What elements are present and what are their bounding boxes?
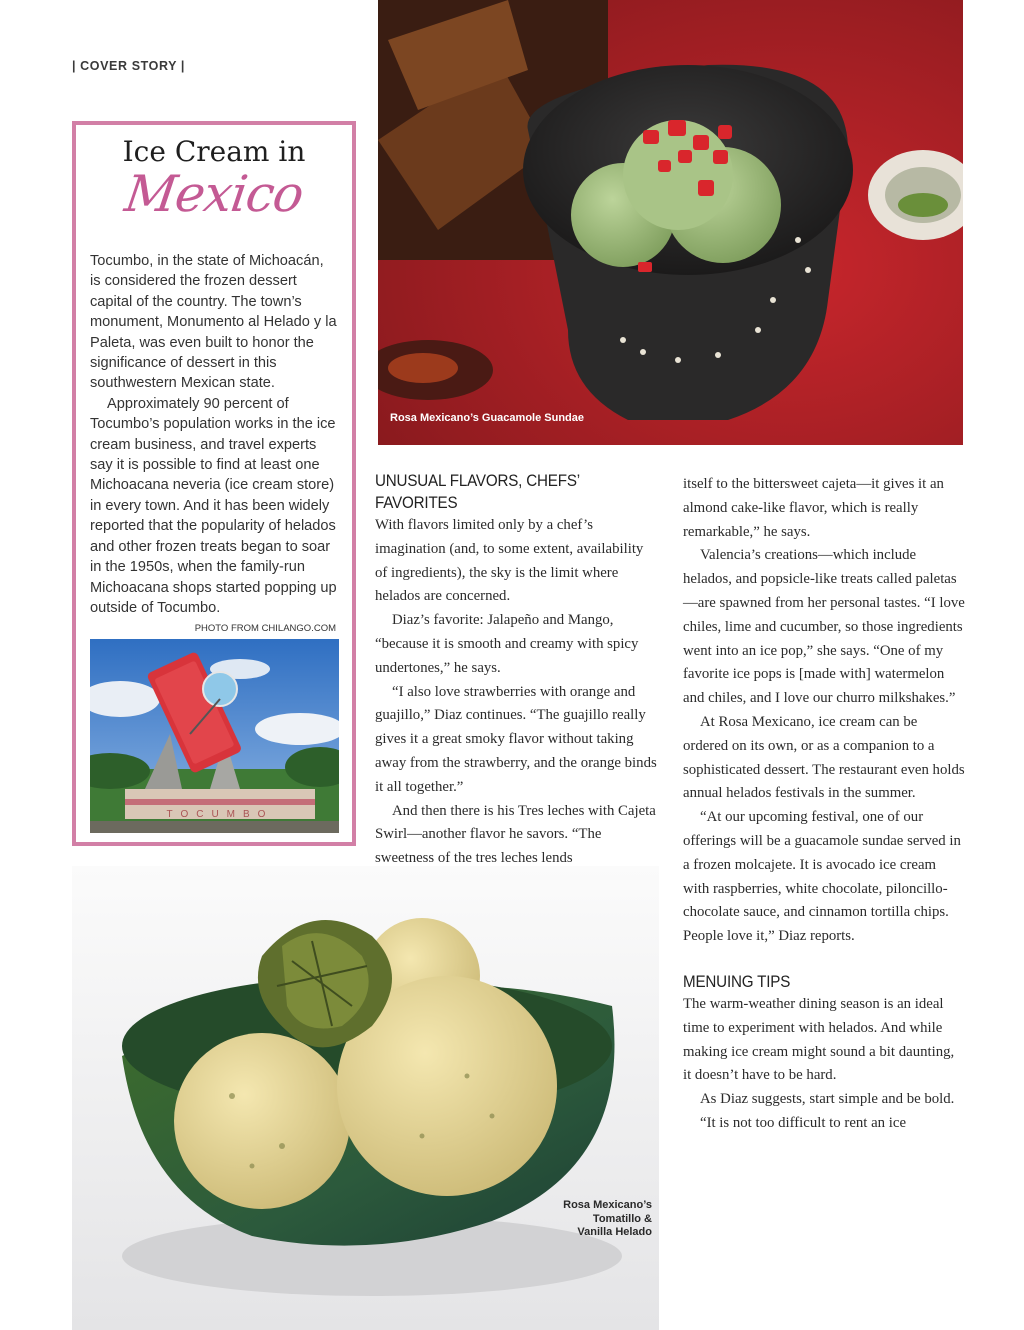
body-paragraph: itself to the bittersweet cajeta—it gives it an almond cake-like flavor, which is really remarkable,” he says. xyxy=(683,476,944,540)
sidebar-box xyxy=(72,121,356,846)
sidebar-body xyxy=(90,251,338,618)
body-paragraph: As Diaz suggests, start simple and be bold. xyxy=(700,1091,955,1108)
body-paragraph: At Rosa Mexicano, ice cream can be ordered on its own, or as a companion to a sophisticated dessert. The restaurant even holds annual helados festivals in the summer. xyxy=(683,713,965,802)
hero-caption: Rosa Mexicano’s Guacamole Sundae xyxy=(390,412,584,424)
sidebar-paragraph: Approximately 90 percent of Tocumbo’s population works in the ice cream business, and travel experts say it is possible to find at least one Michoacana neveria (ice cream store) in every town. And it has been widely reported that the popularity of helados and other frozen treats began to soar in the 1950s, when the family-run Michoacana shops started popping up outside of Tocumbo. xyxy=(90,395,337,616)
body-paragraph: “It is not too difficult to rent an ice xyxy=(700,1114,907,1131)
section-tag: | COVER STORY | xyxy=(72,59,186,73)
monument-illustration xyxy=(90,639,339,833)
hero-photo xyxy=(378,0,963,445)
body-paragraph: “I also love strawberries with orange and guajillo,” Diaz continues. “The guajillo really gives it a great smoky flavor without taking away from the strawberry, and the orange binds it all together.” xyxy=(375,683,657,795)
body-paragraph: And then there is his Tres leches with Cajeta Swirl—another flavor he savors. “The sweetness of the tres leches lends xyxy=(375,802,656,867)
body-paragraph: Valencia’s creations—which include helados, and popsicle-like treats called paletas—are spawned from her personal tastes. “I love chiles, lime and cucumber, so those ingredients went into an ice pop,” she says. “One of my favorite ice pops is [made with] watermelon and chiles, and I love our churro milkshakes.” xyxy=(683,547,965,707)
bowl-caption-line: Tomatillo & xyxy=(592,1212,652,1225)
article-column-2 xyxy=(683,473,965,1136)
sidebar-script-title: Mexico xyxy=(121,165,307,223)
bowl-caption xyxy=(563,1199,652,1240)
body-paragraph: With flavors limited only by a chef’s imagination (and, to some extent, availability of ingredients), the sky is the limit where helados are concerned. xyxy=(375,517,644,605)
helado-bowl-illustration xyxy=(72,866,659,1330)
article-column-1 xyxy=(375,470,657,871)
section-heading: MENUING TIPS xyxy=(683,972,791,991)
helado-bowl-photo xyxy=(72,866,659,1330)
section-heading: UNUSUAL FLAVORS, CHEFS’ FAVORITES xyxy=(375,472,580,512)
sidebar-title: Ice Cream in xyxy=(122,135,306,168)
guacamole-sundae-illustration xyxy=(378,0,963,445)
sidebar-paragraph: Tocumbo, in the state of Michoacán, is considered the frozen dessert capital of the country. The town’s monument, Monumento al Helado y la Paleta, was even built to honor the significance of dessert in this southwestern Mexican state. xyxy=(90,253,337,392)
monument-sign: TOCUMBO xyxy=(166,809,274,820)
bowl-caption-line: Vanilla Helado xyxy=(577,1226,652,1238)
photo-credit: PHOTO FROM CHILANGO.COM xyxy=(194,623,336,634)
monument-photo xyxy=(90,639,339,833)
body-paragraph: Diaz’s favorite: Jalapeño and Mango, “because it is smooth and creamy with spicy undertones,” he says. xyxy=(375,612,639,676)
bowl-caption-line: Rosa Mexicano’s xyxy=(563,1199,652,1211)
body-paragraph: “At our upcoming festival, one of our offerings will be a guacamole sundae served in a frozen molcajete. It is avocado ice cream with raspberries, white chocolate, piloncillo-chocolate sauce, and cinnamon tortilla chips. People love it,” Diaz reports. xyxy=(683,809,961,945)
body-paragraph: The warm-weather dining season is an ideal time to experiment with helados. And while making ice cream might sound a bit daunting, it doesn’t have to be hard. xyxy=(683,995,955,1084)
